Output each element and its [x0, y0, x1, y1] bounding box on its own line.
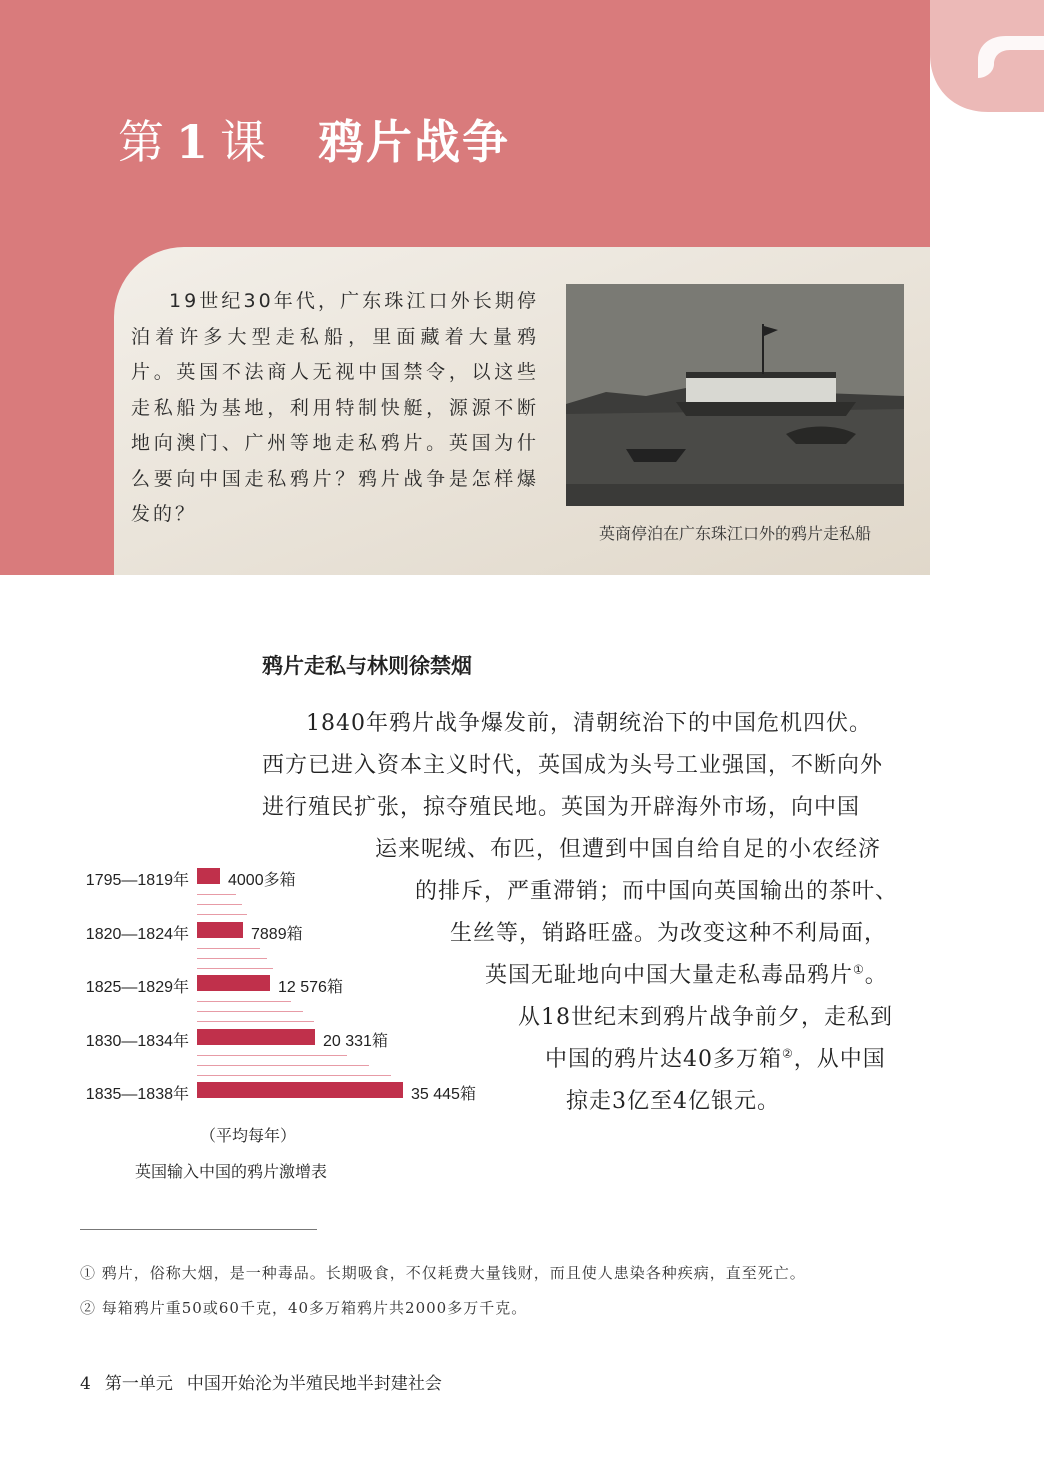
page-footer: [80, 1369, 456, 1394]
chart-bar: [197, 868, 220, 884]
lesson-prefix: 第: [118, 115, 166, 169]
body-line-9-text: 中国的鸦片达40多万箱: [545, 1047, 782, 1072]
chart-caption: 英国输入中国的鸦片激增表: [135, 1162, 328, 1181]
chart-guide-line: [197, 948, 260, 949]
corner-decoration: [928, 0, 1044, 112]
footnote-ref-1[interactable]: ①: [853, 962, 865, 977]
chart-category-label: 1835—1838年: [85, 1086, 189, 1103]
chart-guide-line: [197, 1055, 347, 1056]
chart-guide-line: [197, 1011, 303, 1012]
intro-text: 19世纪30年代，广东珠江口外长期停泊着许多大型走私船，里面藏着大量鸦片。英国不法商人无视中国禁令，以这些走私船为基地，利用特制快艇，源源不断地向澳门、广州等地走私鸦片。英国为什么要向中国走私鸦片？鸦片战争是怎样爆发的？: [131, 290, 539, 525]
body-line-7-end: 。: [864, 963, 888, 988]
lesson-title: [118, 106, 510, 172]
body-line-2: 西方已进入资本主义时代，英国成为头号工业强国，不断向外: [262, 753, 884, 778]
body-line-9-end: ，从中国: [793, 1047, 886, 1072]
chart-bar: [197, 1029, 315, 1045]
unit-title: 中国开始沦为半殖民地半封建社会: [186, 1374, 442, 1394]
chart-value-label: 20 331箱: [323, 1032, 388, 1050]
chart-category-label: 1820—1824年: [85, 925, 189, 943]
chart-guide-line: [197, 894, 236, 895]
body-line-6: 生丝等，销路旺盛。为改变这种不利局面，: [450, 921, 888, 946]
chart-bar: [197, 975, 270, 991]
chart-note: （平均每年）: [200, 1128, 297, 1145]
body-line-7: [485, 958, 888, 989]
photo-caption: 英商停泊在广东珠江口外的鸦片走私船: [598, 524, 871, 543]
body-line-5: 的排斥，严重滞销；而中国向英国输出的茶叶、: [415, 879, 899, 904]
body-line-3: 进行殖民扩张，掠夺殖民地。英国为开辟海外市场，向中国: [262, 795, 861, 820]
footnote-2: ② 每箱鸦片重50或60千克，40多万箱鸦片共2000多万千克。: [80, 1299, 528, 1317]
body-line-4: 运来呢绒、布匹，但遭到中国自给自足的小农经济: [375, 837, 882, 862]
smuggling-ship-photo: [566, 284, 904, 506]
chart-category-label: 1795—1819年: [85, 872, 189, 889]
chart-guide-line: [197, 1065, 369, 1066]
body-line-8: 从18世纪末到鸦片战争前夕，走私到: [518, 1005, 893, 1030]
chart-value-label: 4000多箱: [228, 872, 296, 889]
footnote-1: ① 鸦片，俗称大烟，是一种毒品。长期吸食，不仅耗费大量钱财，而且使人患染各种疾病，直至死亡。: [80, 1264, 806, 1282]
chart-guide-line: [197, 914, 247, 915]
chart-guide-line: [197, 1075, 391, 1076]
lesson-name: 鸦片战争: [318, 115, 511, 169]
chart-bar: [197, 922, 243, 938]
body-line-10: 掠走3亿至4亿银元。: [566, 1089, 780, 1114]
chart-value-label: 7889箱: [251, 925, 303, 943]
footnote-ref-2[interactable]: ②: [782, 1046, 794, 1061]
chart-value-label: 12 576箱: [278, 979, 343, 996]
body-line-9: [545, 1042, 886, 1073]
chart-category-label: 1830—1834年: [85, 1032, 189, 1050]
photo-illustration: [566, 284, 904, 506]
chart-value-label: 35 445箱: [411, 1086, 476, 1103]
footnote-divider: [80, 1229, 317, 1230]
chart-guide-line: [197, 904, 242, 905]
section-heading: 鸦片走私与林则徐禁烟: [262, 654, 472, 678]
chart-guide-line: [197, 958, 267, 959]
lesson-suffix: 课: [220, 115, 269, 169]
chart-category-label: 1825—1829年: [85, 979, 189, 996]
body-line-1: 1840年鸦片战争爆发前，清朝统治下的中国危机四伏。: [306, 711, 872, 736]
lesson-number: 1: [176, 115, 211, 169]
chart-bar: [197, 1082, 403, 1098]
page-number: 4: [80, 1374, 91, 1394]
chart-guide-line: [197, 968, 273, 969]
chart-guide-line: [197, 1021, 314, 1022]
chart-guide-line: [197, 1001, 291, 1002]
unit-label: 第一单元: [104, 1374, 173, 1394]
body-line-7-text: 英国无耻地向中国大量走私毒品鸦片: [485, 963, 854, 988]
